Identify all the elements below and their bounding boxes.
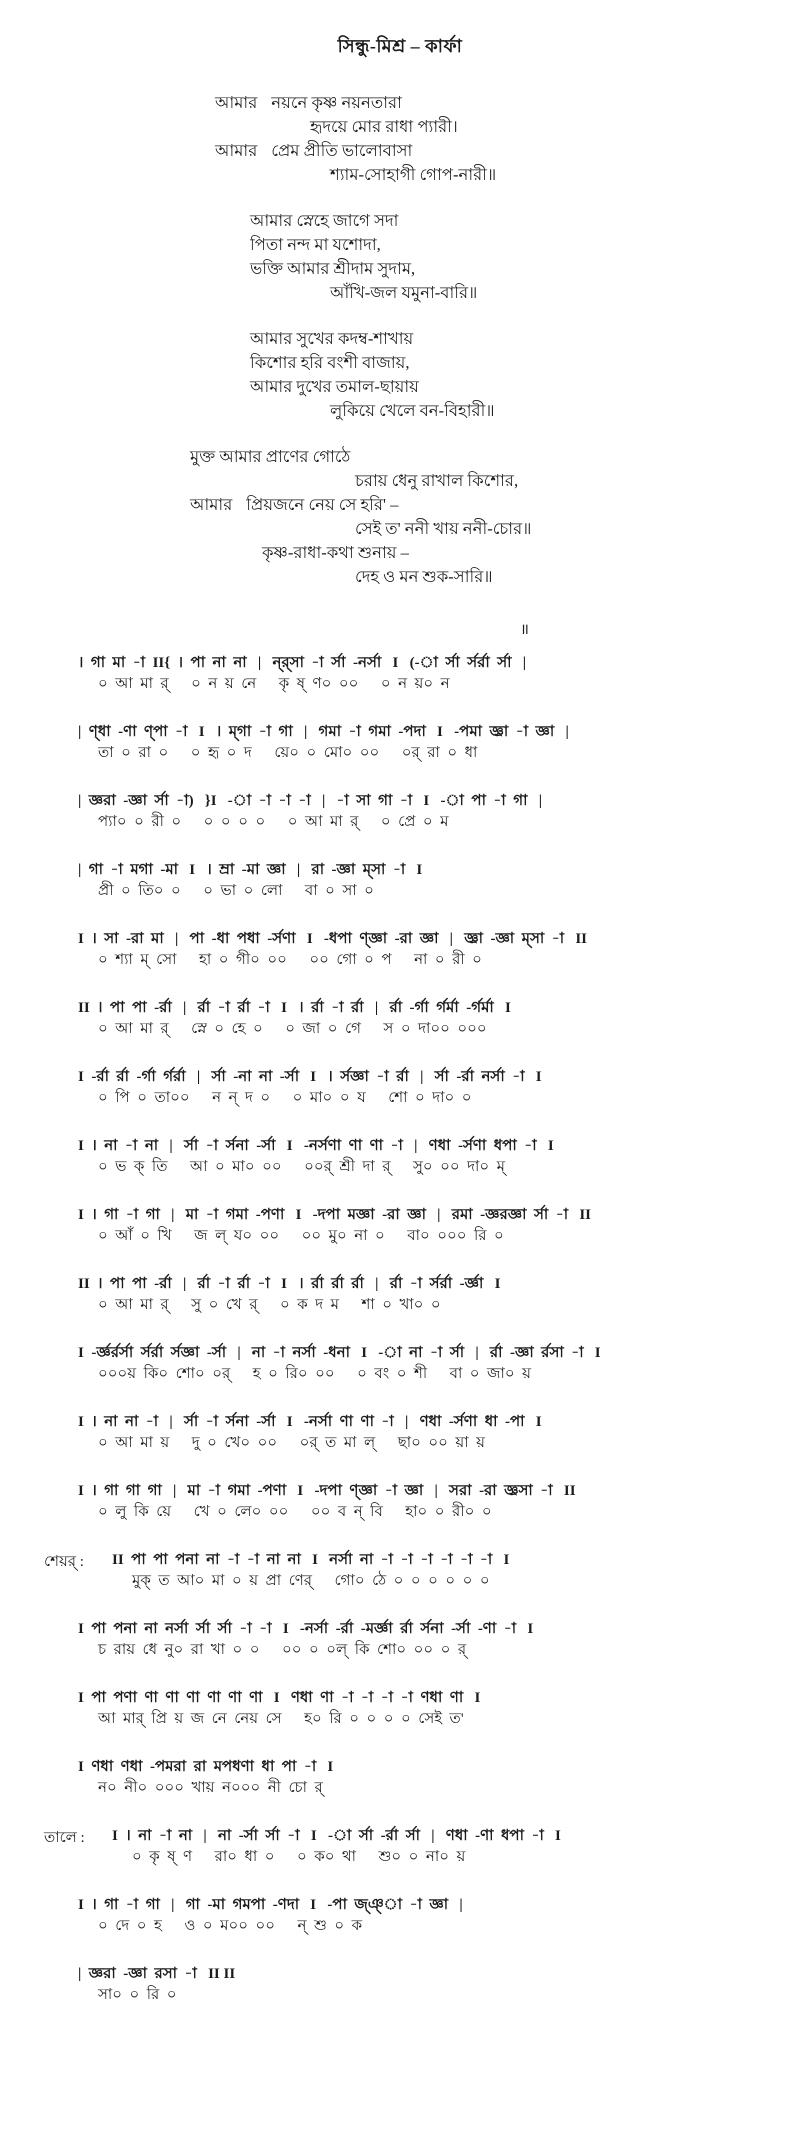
verse-line [250, 327, 760, 351]
verse-line [250, 351, 760, 375]
verse-line [355, 517, 760, 541]
verse-line [250, 233, 760, 257]
lyrics-row: ০ আ মা য় দু ০ খে০ ০০ ০র্ ত মা ল্ ছা০ ০০ য়া য় [98, 1435, 485, 1451]
notation-line [78, 791, 760, 833]
notation-line [78, 722, 760, 764]
section-label: তালে : [44, 1830, 85, 1846]
lyrics-row: ০ শ্যা ম্ সো হা ০ গী০ ০০ ০০ গো ০ প না ০ রী ০ [98, 952, 482, 968]
sargam-notes-row: | জ্ঞরা -জ্ঞা রসা -া II II [78, 1966, 236, 1982]
verse-line-text: ভক্তি আমার শ্রীদাম সুদাম, [250, 259, 416, 278]
verse [40, 327, 760, 423]
notation-line [78, 653, 760, 695]
sargam-notes-row: I -র্জ্ঞর্রর্সা র্সর্রা র্সজ্ঞা -র্সা | না -া নর্সা -ধনা I -া না -া র্সা | র্রা -জ্ঞা র্রসা -া I [78, 1345, 601, 1361]
verse-line-text: মুক্ত আমার প্রাণের গোঠে [190, 447, 351, 466]
notation-line [44, 1550, 760, 1592]
notation-line [78, 1343, 760, 1385]
sargam-notes-row: II । পা পা -র্রা | র্রা -া র্রা -া I । র্রা -া র্রা | র্রা -র্গা র্গর্মা -র্গর্মা I [78, 1000, 511, 1016]
notation-line [78, 1412, 760, 1454]
lyrics-row: ০ কৃ ষ্ ণ রা০ ধা ০ ০ ক০ থা শু০ ০ না০ য় [132, 1849, 466, 1865]
sargam-notes-row: I । গা গা গা | মা -া গমা -পণা I -দপা ণ্জ্ঞা -া জ্ঞা | সরা -রা জ্ঞ্রসা -া II [78, 1483, 576, 1499]
verse-line [250, 375, 760, 399]
sargam-notes-row: | গা -া মগা -মা I । ম্রা -মা জ্ঞা | রা -জ্ঞা ম্সা -া I [78, 862, 423, 878]
lyrics-row: প্যা০ ০ রী ০ ০ ০ ০ ০ ০ আ মা র্ ০ প্রে ০ ম [98, 814, 449, 830]
lyrics-row: ০ আ মা র্ সু ০ খে র্ ০ ক দ ম শা ০ খা০ ০ [98, 1297, 441, 1313]
verse [40, 91, 760, 187]
sargam-notes-row: II । পা পা -র্রা | র্রা -া র্রা -া I । র্রা র্রা র্রা | র্রা -া র্সর্রা -র্জ্ঞা I [78, 1276, 501, 1292]
verse-line-text: কৃষ্ণ-রাধা-কথা শুনায় – [262, 543, 409, 562]
sargam-notes-row: II পা পা পনা না -া -া না না I নর্সা না -া -া -া -া -া -া I [112, 1552, 510, 1568]
notation-line [78, 929, 760, 971]
notation-line [78, 1481, 760, 1523]
verse-line [250, 257, 760, 281]
lyrics-row: সা০ ০ রি ০ [98, 1987, 177, 2003]
verse-line-text: দেহ ও মন শুক-সারি॥ [355, 567, 493, 586]
page-title: সিন্ধু-মিশ্র – কার্ফা [337, 36, 463, 56]
verse-line-text: নয়নে কৃষ্ণ নয়নতারা [271, 93, 402, 112]
verse-line-text: পিতা নন্দ মা যশোদা, [250, 235, 381, 254]
verse-line [355, 565, 760, 589]
verse-line [355, 469, 760, 493]
sargam-notes-row: I । না -া না | না -র্সা র্সা -া I -া র্সা -র্রা র্সা | ণধা -ণা ধপা -া I [112, 1828, 561, 1844]
lyrics-row: ০ আ মা র্ ০ ন য় নে কৃ ষ্ ণ০ ০০ ০ ন য়০ ন [98, 676, 450, 692]
verse-line [330, 399, 760, 423]
verse-line [310, 115, 760, 139]
section-label: শেয়র্ : [44, 1554, 84, 1570]
section-divider-mark: ॥ [520, 622, 529, 638]
notation-line [78, 1067, 760, 1109]
lyrics-row: মুক্ ত আ০ মা ০ য় প্রা ণের্ গো০ ঠে ০ ০ ০ ০ ০ ০ [132, 1573, 490, 1589]
lyrics-row: ০ পি ০ তা০০ ন ন্ দ ০ ০ মা০ ০ য শো ০ দা০ ০ [98, 1090, 472, 1106]
sargam-notes-row: । গা মা -া II{ । পা না না | ন্র্সা -া র্সা -নর্সা I (-া র্সা র্সর্রা র্সা | [78, 655, 527, 671]
verse-line-prefix: আমার [215, 93, 258, 112]
sargam-notes-row: I পা পণা ণা ণা ণা ণা ণা ণা I ণধা ণা -া -া -া -া ণধা ণা I [78, 1690, 481, 1706]
lyrics-row: চ রায় ধে নু০ রা খা ০ ০ ০০ ০ ০ল্ কি শো০ ০০ ০ র্ [98, 1642, 467, 1658]
notation-section [40, 653, 760, 2006]
verse [40, 445, 760, 589]
notation-line [78, 1688, 760, 1730]
verse-line [330, 163, 760, 187]
verse-line [250, 209, 760, 233]
verse-line-text: প্রিয়জনে নেয় সে হরি' – [246, 495, 399, 514]
sargam-notes-row: I । না না -া | র্সা -া র্সনা -র্সা I -নর্সা ণা ণা -া | ণধা -র্সণা ধা -পা I [78, 1414, 542, 1430]
verse-line-text: লুকিয়ে খেলে বন-বিহারী॥ [330, 401, 495, 420]
verse-line-prefix: আমার [190, 495, 233, 514]
sargam-notes-row: I পা পনা না নর্সা র্সা র্সা -া -া I -নর্সা -র্রা -মর্জ্ঞা র্রা র্সনা -র্সা -ণা -া I [78, 1621, 534, 1637]
verse-line-text: প্রেম প্রীতি ভালোবাসা [271, 141, 413, 160]
verse-line [190, 445, 760, 469]
notation-line [78, 1964, 760, 2006]
lyrics-row: আ মার্ প্রি য় জ নে নেয় সে হ০ রি ০ ০ ০ ০ সেই ত' [98, 1711, 464, 1727]
sargam-notes-row: I -র্রা র্রা -র্গা র্গর্রা | র্সা -না না -র্সা I । র্সজ্ঞা -া র্রা | র্সা -র্রা নর্সা -া I [78, 1069, 542, 1085]
notation-line [78, 998, 760, 1040]
verse-line-text: আমার সুখের কদম্ব-শাখায় [250, 329, 414, 348]
verse-line [190, 493, 760, 517]
lyrics-row: ০ লু কি য়ে খে ০ লে০ ০০ ০০ ব ন্ বি হা০ ০ রী০ ০ [98, 1504, 492, 1520]
lyrics-row: তা ০ রা ০ ০ হৃ ০ দ য়ে০ ০ মো০ ০০ ০র্ রা ০ ধা [98, 745, 478, 761]
verse-line-text: আমার স্নেহে জাগে সদা [250, 211, 399, 230]
verse-line [262, 541, 760, 565]
lyrics-row: ন০ নী০ ০০০ খায় ন০০০ নী চো র্ [98, 1780, 323, 1796]
sargam-notes-row: I । না -া না | র্সা -া র্সনা -র্সা I -নর্সণা ণা ণা -া | ণধা -র্সণা ধপা -া I [78, 1138, 554, 1154]
lyrics-section [40, 91, 760, 589]
verse-line-prefix: আমার [215, 141, 258, 160]
sargam-notes-row: | ণ্ধা -ণা ণ্পা -া I । ম্গা -া গা | গমা -া গমা -পদা I -পমা জ্ঞ্রা -া জ্ঞা | [78, 724, 569, 740]
verse-line [215, 91, 760, 115]
notation-line [78, 860, 760, 902]
sargam-notes-row: I । সা -রা মা | পা -ধা পধা -র্সণা I -ধপা ণ্জ্ঞা -রা জ্ঞা | জ্ঞ্রা -জ্ঞা ম্সা -া II [78, 931, 588, 947]
lyrics-row: ০ দে ০ হ ও ০ ম০০ ০০ ন্ শু ০ ক [98, 1918, 363, 1934]
notation-line [78, 1619, 760, 1661]
verse-line-text: আমার দুখের তমাল-ছায়ায় [250, 377, 419, 396]
notation-line [78, 1205, 760, 1247]
lyrics-row: ০০০য় কি০ শো০ ০র্ হ ০ রি০ ০০ ০ বং ০ শী বা ০ জা০ য় [98, 1366, 531, 1382]
verse-line-text: আঁখি-জল যমুনা-বারি॥ [330, 283, 478, 302]
sargam-notes-row: I ণধা ণধা -পমরা রা মপধণা ধা পা -া I [78, 1759, 334, 1775]
lyrics-row: ০ আঁ ০ খি জ ল্ য০ ০০ ০০ মু০ না ০ বা০ ০০০ রি ০ [98, 1228, 504, 1244]
sargam-notes-row: | জ্ঞরা -জ্ঞা র্সা -া) }I -া -া -া -া | -া সা গা -া I -া পা -া গা | [78, 793, 543, 809]
verse-line [330, 281, 760, 305]
verse-line-text: কিশোর হরি বংশী বাজায়, [250, 353, 410, 372]
lyrics-row: প্রী ০ তি০ ০ ০ ভা ০ লো বা ০ সা ০ [98, 883, 374, 899]
sargam-notes-row: I । গা -া গা | মা -া গমা -পণা I -দপা মজ্ঞা -রা জ্ঞা | রমা -জ্ঞরজ্ঞা র্সা -া II [78, 1207, 591, 1223]
lyrics-row: ০ আ মা র্ স্নে ০ হে ০ ০ জা ০ গে স ০ দা০০ ০০০ [98, 1021, 487, 1037]
notation-line [78, 1274, 760, 1316]
lyrics-row: ০ ভ ক্ তি আ ০ মা০ ০০ ০০র্ শ্রী দা র্ সু০ ০০ দা০ ম্ [98, 1159, 505, 1175]
verse-line-text: শ্যাম-সোহাগী গোপ-নারী॥ [330, 165, 497, 184]
notation-line [44, 1826, 760, 1868]
notation-line [78, 1895, 760, 1937]
verse-line-text: চরায় ধেনু রাখাল কিশোর, [355, 471, 519, 490]
sargam-notes-row: I । গা -া গা | গা -মা গমপা -ণদা I -পা জ্ঞ্া -া জ্ঞা | [78, 1897, 463, 1913]
notation-line [78, 1136, 760, 1178]
notation-line [78, 1757, 760, 1799]
verse-line-text: হৃদয়ে মোর রাধা প্যারী। [310, 117, 458, 136]
verse [40, 209, 760, 305]
verse-line [215, 139, 760, 163]
verse-line-text: সেই ত' ননী খায় ননী-চোর॥ [355, 519, 532, 538]
